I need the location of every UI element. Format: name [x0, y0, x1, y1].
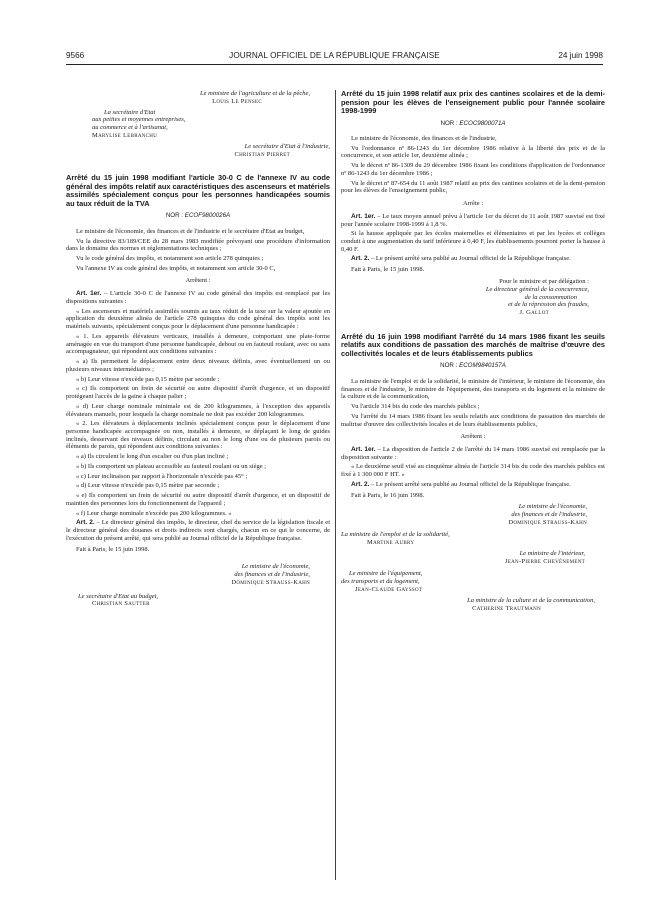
- article-1: Art. 1er. – L'article 30-0 C de l'annexe IV au code général des impôts est remplacé par les dispositions suivantes :: [66, 290, 330, 305]
- paragraph: « b) Leur vitesse n'excède pas 0,15 mètre par seconde ;: [76, 375, 220, 383]
- decree-heading: Arrêté du 15 juin 1998 modifiant l'article 30-0 C de l'annexe IV au code général des impôts relatif aux caractéristiques des ascenseurs et matériels assimilés spécialement conçus pour les personnes handicapées soumis au taux réduit de la TVA: [66, 173, 330, 208]
- paragraph: « b) Ils comportent un plateau accessible au fauteuil roulant ou un siège ;: [76, 462, 267, 470]
- signature-block: Le ministre de l'économie, des finances et de l'industrie, Dominique Strauss-Kahn: [508, 503, 587, 526]
- nor-reference: NOR : ECOC9800071A: [440, 119, 506, 127]
- decree-heading: Arrêté du 16 juin 1998 modifiant l'arrêté du 14 mars 1986 fixant les seuils relatifs aux conditions de passation des marchés de maîtrise d'œuvre des collectivités locales et de leurs établissements publics: [341, 331, 605, 358]
- paragraph: « d) Leur charge nominale minimale est de 200 kilogrammes, à l'exception des appareils élévateurs manuels, pour lesquels la charge nominale ne doit pas excéder 200 kilogrammes.: [66, 402, 330, 418]
- paragraph: « Les ascenseurs et matériels assimilés soumis au taux réduit de la taxe sur la valeur ajoutée en application du deuxième alinéa de l'article 278 quinquies du code général des impôts sont les matériels suivants, spécialement conçus pour le déplacement d'une personne handicapée :: [66, 307, 330, 331]
- article-1: Art. 1er. – La disposition de l'article 2 de l'arrêté du 14 mars 1986 susvisé est remplacée par la disposition suivante :: [341, 445, 606, 461]
- page-header: [66, 51, 603, 65]
- signature-block: Pour le ministre et par délégation : Le directeur général de la concurrence, de la consommation et de la répression des fraudes, J. Gallot: [485, 277, 589, 317]
- paragraph: « Le deuxième seuil visé au cinquième alinéa de l'article 314 bis du code des marchés publics est fixé à 1 300 000 F HT. »: [341, 463, 605, 479]
- signature-block: Le ministre de l'équipement, des transports et du logement, Jean-Claude Gayssot: [341, 569, 423, 593]
- arretent-label: Arrêtent :: [185, 277, 211, 285]
- article-1: Art. 1er. – Le taux moyen annuel prévu à l'article 1er du décret du 11 août 1987 susvisé est fixé pour l'année scolaire 1998-1999 à 1,8 %.: [341, 212, 606, 228]
- issue-date: 24 juin 1998: [558, 51, 603, 60]
- paragraph: « a) Ils circulent le long d'un escalier ou d'un plan incliné ;: [76, 453, 229, 461]
- article-2: Art. 2. – Le présent arrêté sera publié au Journal officiel de la République française.: [351, 480, 571, 488]
- paragraph: Vu le décret nº 87-654 du 11 août 1987 relatif au prix des cantines scolaires et de la demi-pension pour les élèves de l'enseignement public,: [341, 179, 605, 195]
- article-2: Art. 2. – Le directeur général des impôts, le directeur, chef du service de la législation fiscale et le directeur général des douanes et droits indirects sont chargés, chacun en ce qui le concerne, de l'exécution du présent arrêté, qui sera publié au Journal officiel de la République française.: [66, 519, 330, 542]
- paragraph: Si la hausse appliquée par les écoles maternelles et élémentaires et par les lycées et collèges conduit à une augmentation du tarif inférieure à 0,40 F, les établissements pourront porter la hausse à 0,40 F.: [341, 230, 605, 253]
- paragraph: « d) Leur vitesse n'excède pas 0,15 mètre par seconde ;: [76, 482, 220, 490]
- paragraph: « a) Ils permettent le déplacement entre deux niveaux définis, avec éventuellement un ou plusieurs niveaux intermédiaires ;: [66, 358, 330, 373]
- header-rule: [66, 64, 603, 65]
- left-column: [66, 90, 330, 608]
- signature-block: Le secrétaire d'Etat au budget, Christian Sautter: [78, 592, 159, 608]
- page-number: 9566: [66, 51, 85, 60]
- signature-block: Le ministre de l'intérieur, Jean-Pierre Chevènement: [504, 550, 585, 566]
- paragraph: « e) Ils comportent un frein de sécurité ou autre dispositif d'arrêt d'urgence, et un dispositif de maintien des personnes lors du fonctionnement de l'appareil ;: [66, 492, 330, 507]
- paragraph: « 2. Les élévateurs à déplacements inclinés spécialement conçus pour le déplacement d'une personne handicapée accompagnée ou non, installés à demeure, se déplaçant le long de guides inclinés, desservant des niveaux définis, circulant au non le long d'une ou de plusieurs parois ou éléments de parois, qui répondent aux conditions suivantes :: [66, 420, 330, 451]
- arretent-label: Arrêtent :: [460, 433, 486, 441]
- nor-reference: NOR : ECOM9840157A: [440, 362, 506, 370]
- done-at: Fait à Paris, le 15 juin 1998.: [351, 266, 425, 274]
- done-at: Fait à Paris, le 15 juin 1998.: [76, 545, 150, 553]
- right-column: [341, 90, 605, 613]
- paragraph: La ministre de l'emploi et de la solidarité, le ministre de l'intérieur, le ministre de l'économie, des finances et de l'industrie, le ministre de l'équipement, des transports et du logement et la ministre de la culture et de la communication,: [341, 377, 605, 401]
- paragraph: Le ministre de l'économie, des finances et de l'industrie,: [351, 134, 497, 142]
- signature-block: Le ministre de l'économie, des finances et de l'industrie, Dominique Strauss-Kahn: [231, 563, 310, 586]
- signature-block: Le secrétaire d'Etat à l'industrie, Christian Pierret: [234, 142, 330, 158]
- paragraph: « c) Ils comportent un frein de sécurité ou autre dispositif d'arrêt d'urgence, et un dispositif protégeant l'accès de la gaine à chaque palier ;: [66, 385, 330, 401]
- column-divider: [335, 90, 336, 880]
- paragraph: Vu l'ordonnance nº 86-1243 du 1er décembre 1986 relative à la liberté des prix et de la concurrence, et son article 1er, deuxième alinéa ;: [341, 144, 605, 160]
- signature-block: La ministre de la culture et de la communication, Catherine Trautmann: [467, 597, 595, 613]
- article-2: Art. 2. – Le présent arrêté sera publié au Journal officiel de la République française.: [351, 255, 571, 263]
- nor-reference: NOR : ECOF9800026A: [165, 212, 231, 220]
- signature-block: La secrétaire d'Etat aux petites et moyennes entreprises, au commerce et à l'artisanat, Marylise Lebranchu: [92, 108, 186, 139]
- arrete-label: Arrête :: [462, 200, 484, 208]
- paragraph: « 1. Les appareils élévateurs verticaux, installés à demeure, comportant une plate-forme aménagée en vue du transport d'une personne handicapée, debout ou en fauteuil roulant, avec ou sans accompagnateur, qui répondent aux conditions suivantes :: [66, 332, 330, 356]
- signature-block: La ministre de l'emploi et de la solidarité, Martine Aubry: [341, 530, 450, 546]
- paragraph: « f) Leur charge nominale n'excède pas 200 kilogrammes. »: [76, 509, 232, 517]
- signature-block: Le ministre de l'agriculture et de la pêche, Louis Le Pensec: [200, 90, 310, 105]
- paragraph: « c) Leur inclinaison par rapport à l'horizontale n'excède pas 45° ;: [76, 472, 248, 480]
- paragraph: Vu le décret nº 86-1309 du 29 décembre 1986 fixant les conditions d'application de l'ordonnance nº 86-1243 du 1er décembre 1986 ;: [341, 162, 605, 177]
- paragraph: Vu l'article 314 bis du code des marchés publics ;: [351, 403, 480, 411]
- journal-title: JOURNAL OFFICIEL DE LA RÉPUBLIQUE FRANÇAISE: [229, 51, 440, 60]
- decree-heading: Arrêté du 15 juin 1998 relatif aux prix des cantines scolaires et de la demi-pension pour les élèves de l'enseignement public pour l'année scolaire 1998-1999: [341, 89, 605, 116]
- paragraph: Vu le code général des impôts, et notamment son article 278 quinquies ;: [76, 255, 264, 263]
- done-at: Fait à Paris, le 16 juin 1998.: [351, 491, 425, 499]
- paragraph: Le ministre de l'économie, des finances et de l'industrie et le secrétaire d'Etat au budget,: [76, 227, 305, 235]
- paragraph: Vu l'annexe IV au code général des impôts, et notamment son article 30-0 C,: [76, 264, 276, 272]
- paragraph: Vu l'arrêté du 14 mars 1986 fixant les seuils relatifs aux conditions de passation des marchés de maîtrise d'œuvre des collectivités locales et de leurs établissements publics,: [341, 412, 605, 428]
- paragraph: Vu la directive 83/189/CEE du 28 mars 1983 modifiée prévoyant une procédure d'information dans le domaine des normes et réglementations techniques ;: [66, 237, 330, 253]
